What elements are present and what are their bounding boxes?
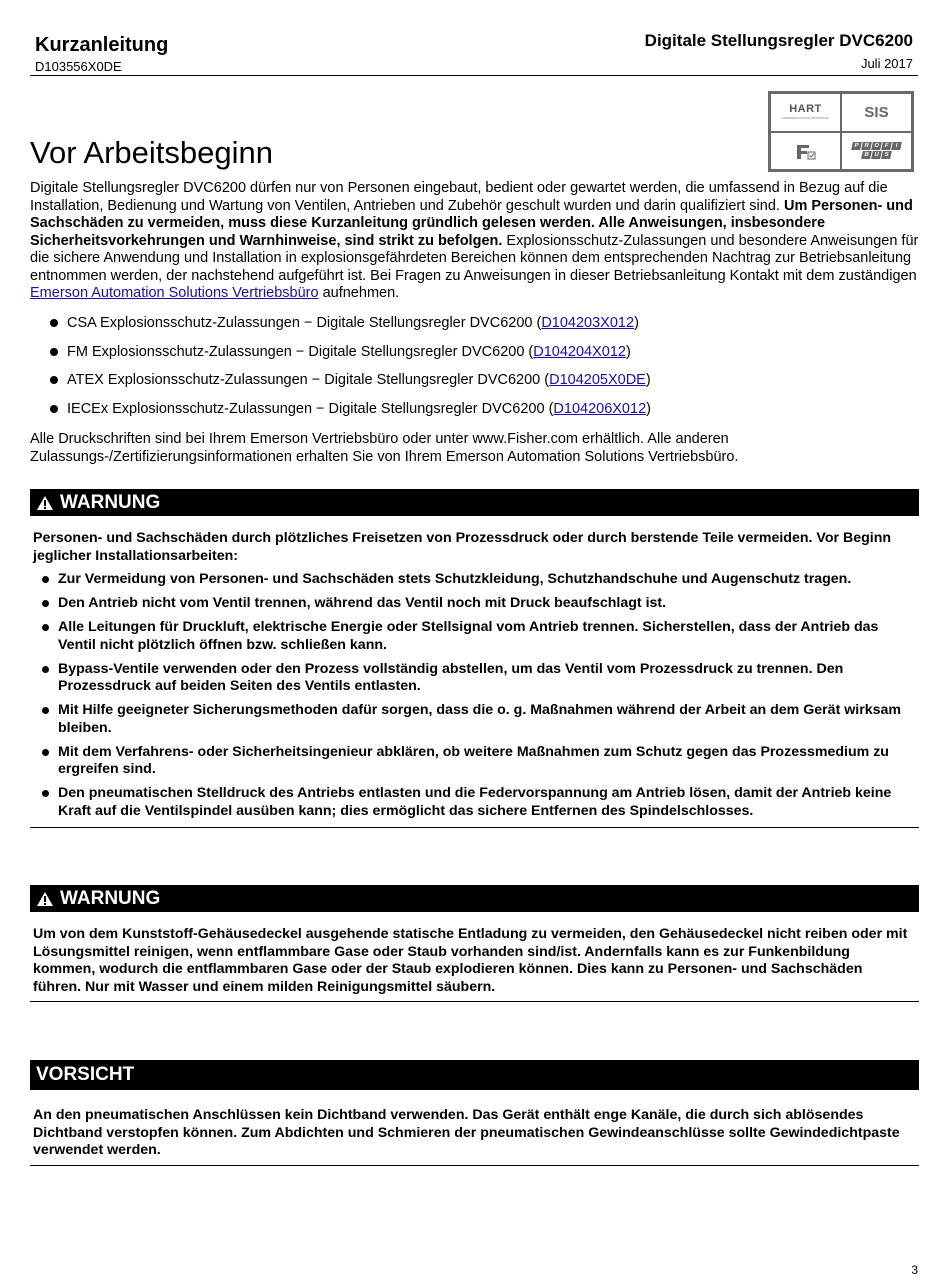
warning-item: Den pneumatischen Stelldruck des Antriebs entlasten und die Federvorspannung am Antrieb lösen, damit der Antrieb keine Kraft auf die Ventilspindel ausüben kann; dies ermöglicht das sichere Entfernen des Spindelschlosses. — [33, 785, 913, 820]
intro-paragraph — [30, 180, 922, 303]
approval-item — [50, 371, 651, 400]
foundation-fieldbus-icon — [795, 141, 817, 161]
warning-item: Mit Hilfe geeigneter Sicherungsmethoden dafür sorgen, dass die o. g. Maßnahmen während der Arbeit an dem Gerät wirksam bleiben. — [33, 702, 913, 737]
hart-logo-subtext: COMMUNICATION PROTOCOL — [781, 116, 830, 121]
profibus-letter: O — [871, 142, 882, 150]
caution-label: VORSICHT — [36, 1064, 135, 1085]
approval-doc-link[interactable]: D104204X012 — [533, 343, 626, 360]
approval-close-paren: ) — [645, 372, 651, 388]
approval-close-paren: ) — [646, 400, 651, 417]
page-number: 3 — [911, 1263, 918, 1277]
approval-doc-link[interactable]: D104206X012 — [553, 400, 647, 417]
approval-text: FM Explosionsschutz-Zulassungen − Digitale Stellungsregler DVC6200 ( — [67, 343, 534, 360]
approval-text: CSA Explosionsschutz-Zulassungen − Digitale Stellungsregler DVC6200 ( — [67, 315, 542, 331]
warning-body-2: Um von dem Kunststoff-Gehäusedeckel ausgehende statische Entladung zu vermeiden, den Gehäusedeckel nicht reiben oder mit Lösungsmittel reinigen, wenn entflammbare Gase oder Staub vorhanden sind/ist. Andernfalls kann es zur Funkenbildung kommen, wodurch die entflammbaren Gase oder der Staub explodieren können. Dies kann zu Personen- und Sachschäden führen. Nur mit Wasser und einem milden Reinigungsmittel säubern. — [33, 926, 908, 995]
warning-list — [33, 571, 913, 820]
header-left — [35, 33, 168, 75]
publication-date: Juli 2017 — [860, 56, 913, 71]
foundation-fieldbus-logo — [770, 132, 841, 171]
certification-logos — [768, 91, 914, 172]
warning-label-2: WARNUNG — [60, 888, 161, 909]
hart-logo — [770, 93, 841, 132]
document-type: Kurzanleitung — [35, 34, 169, 56]
warning-header-1 — [30, 489, 919, 516]
profibus-logo — [841, 132, 912, 171]
profibus-letter: P — [851, 142, 862, 150]
caution-body: An den pneumatischen Anschlüssen kein Dichtband verwenden. Das Gerät enthält enge Kanäle, die durch sich ablösendes Dichtband verstopfen können. Zum Abdichten und Schmieren der pneumatischen Gewindeanschlüsse sollte Gewindedichtpaste verwendet werden. — [33, 1107, 900, 1158]
intro-text-3: aufnehmen. — [318, 285, 400, 301]
warning-header-2 — [30, 885, 919, 912]
sales-office-link[interactable]: Emerson Automation Solutions Vertriebsbüro — [30, 285, 319, 301]
warning-item: Mit dem Verfahrens- oder Sicherheitsingenieur abklären, ob weitere Maßnahmen zum Schutz gegen das Prozessmedium zu ergreifen sind. — [33, 744, 913, 779]
profibus-letter: I — [891, 142, 902, 150]
approval-item — [50, 343, 651, 372]
approval-doc-link[interactable]: D104205X0DE — [549, 372, 646, 388]
profibus-letter: U — [871, 151, 882, 159]
section-title: Vor Arbeitsbeginn — [30, 135, 274, 170]
warning-item: Den Antrieb nicht vom Ventil trennen, während das Ventil noch mit Druck beaufschlagt ist. — [33, 595, 913, 613]
outro-paragraph: Alle Druckschriften sind bei Ihrem Emerson Vertriebsbüro oder unter www.Fisher.com erhältlich. Alle anderen Zulassungs-/Zertifizierungsinformationen erhalten Sie von Ihrem Emerson Automation Solutions Vertriebsbüro. — [30, 431, 739, 465]
approval-doc-link[interactable]: D104203X012 — [541, 315, 635, 331]
approval-text: IECEx Explosionsschutz-Zulassungen − Digitale Stellungsregler DVC6200 ( — [67, 400, 554, 417]
approval-list — [50, 314, 651, 428]
warning-divider-1 — [30, 827, 919, 828]
profibus-letter: R — [861, 142, 872, 150]
warning-intro: Personen- und Sachschäden durch plötzliches Freisetzen von Prozessdruck oder durch berstende Teile vermeiden. Vor Beginn jeglicher Installationsarbeiten: — [33, 530, 892, 564]
intro-bold-text: Um Personen- und Sachschäden zu vermeiden, muss diese Kurzanleitung gründlich gelesen werden. Alle Anweisungen, insbesondere Sicherheitsvorkehrungen und Warnhinweise, sind strikt zu befolgen. — [30, 197, 913, 249]
warning-item: Zur Vermeidung von Personen- und Sachschäden stets Schutzkleidung, Schutzhandschuhe und Augenschutz tragen. — [33, 571, 913, 589]
approval-text: ATEX Explosionsschutz-Zulassungen − Digitale Stellungsregler DVC6200 ( — [67, 372, 550, 388]
profibus-letter: S — [881, 151, 892, 159]
sis-logo — [841, 93, 912, 132]
caution-header — [30, 1060, 919, 1090]
profibus-letter: F — [881, 142, 892, 150]
hart-logo-text: HART — [789, 103, 822, 116]
intro-text-2: Explosionsschutz-Zulassungen und besondere Anweisungen für die sichere Anwendung und Installation in explosionsgefährdeten Bereichen können dem entsprechenden Nachtrag zur Betriebsanleitung entnommen werden, der nachstehend aufgeführt ist. Bei Fragen zu Anweisungen in dieser Betriebsanleitung Kontakt mit dem zuständigen — [30, 232, 919, 284]
document-number: D103556X0DE — [35, 59, 122, 74]
approval-item — [50, 314, 651, 343]
sis-logo-text: SIS — [864, 103, 889, 121]
warning-body-1 — [33, 530, 913, 827]
intro-text-1: Digitale Stellungsregler DVC6200 dürfen nur von Personen eingebaut, bedient oder gewartet werden, die umfassend in Bezug auf die Installation, Bedienung und Wartung von Ventilen, Antrieben und Zubehör geschult wurden und darin qualifiziert sind. — [30, 180, 888, 214]
warning-item: Bypass-Ventile verwenden oder den Prozess vollständig abstellen, um das Ventil vom Prozessdruck zu trennen. Den Prozessdruck auf beiden Seiten des Ventils entlasten. — [33, 661, 913, 696]
warning-item: Alle Leitungen für Druckluft, elektrische Energie oder Stellsignal vom Antrieb trennen. Sicherstellen, dass der Antrieb das Ventil nicht plötzlich öffnen bzw. schließen kann. — [33, 619, 913, 654]
profibus-letter: B — [861, 151, 872, 159]
approval-close-paren: ) — [625, 343, 631, 360]
warning-triangle-icon — [36, 495, 54, 511]
approval-item — [50, 400, 651, 429]
header-right — [645, 31, 913, 72]
warning-label-1: WARNUNG — [60, 492, 161, 513]
product-title: Digitale Stellungsregler DVC6200 — [644, 31, 913, 50]
warning-divider-2 — [30, 1001, 919, 1002]
approval-close-paren: ) — [634, 315, 639, 331]
header-divider — [30, 75, 918, 76]
warning-triangle-icon — [36, 891, 54, 907]
caution-divider — [30, 1165, 919, 1166]
